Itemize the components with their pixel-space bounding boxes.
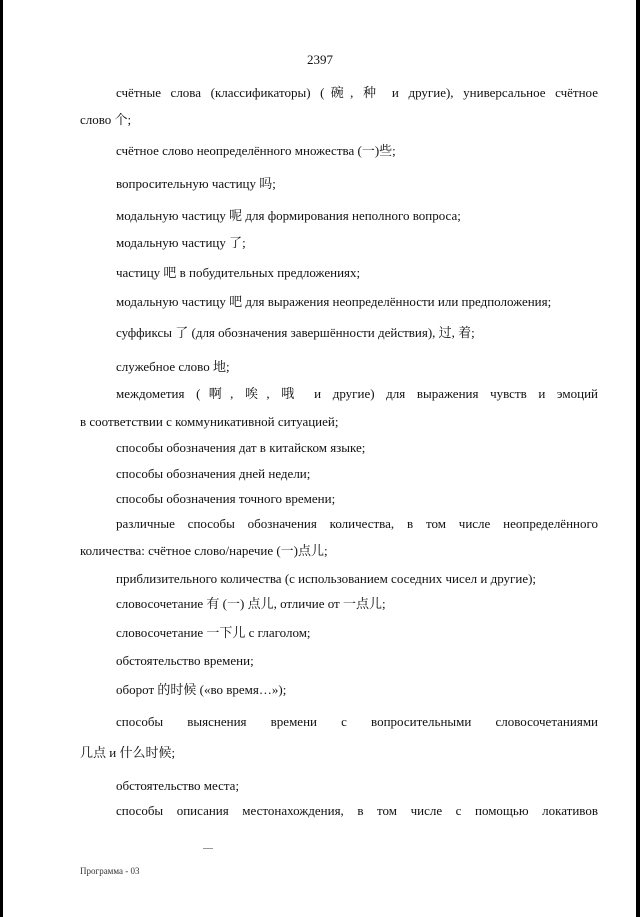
scan-mark	[203, 848, 213, 849]
page-footer: Программа - 03	[80, 866, 140, 876]
text-line: способы обозначения точного времени;	[116, 491, 336, 506]
text-line: 几点 и 什么时候;	[80, 745, 176, 760]
text-line: служебное слово 地;	[116, 359, 230, 374]
scan-edge-right	[636, 0, 640, 917]
text-line: обстоятельство времени;	[116, 653, 254, 668]
text-line: оборот 的时候 («во время…»);	[116, 682, 287, 697]
text-line: способы выяснения времени с вопросительными словосочетаниями	[116, 714, 598, 729]
text-line: частицу 吧 в побудительных предложениях;	[116, 265, 361, 280]
text-line: обстоятельство места;	[116, 778, 240, 793]
text-line: словосочетание 一下儿 с глаголом;	[116, 625, 311, 640]
text-line: междометия (啊, 唉, 哦 и другие) для выражения чувств и эмоций	[116, 386, 598, 401]
text-line: слово 个;	[80, 112, 132, 127]
text-line: суффиксы 了 (для обозначения завершённости действия), 过, 着;	[116, 325, 475, 340]
text-line: способы обозначения дней недели;	[116, 466, 311, 481]
text-line: в соответствии с коммуникативной ситуацией;	[80, 414, 339, 429]
text-line: количества: счётное слово/наречие (一)点儿;	[80, 543, 328, 558]
text-line: счётное слово неопределённого множества (一)些;	[116, 143, 396, 158]
text-line: вопросительную частицу 吗;	[116, 176, 276, 191]
text-line: счётные слова (классификаторы) (碗, 种 и другие), универсальное счётное	[116, 85, 598, 100]
scan-edge-left	[0, 0, 3, 917]
text-line: различные способы обозначения количества, в том числе неопределённого	[116, 516, 598, 531]
page-number: 2397	[307, 52, 333, 67]
text-line: приблизительного количества (с использованием соседних чисел и другие);	[116, 571, 537, 586]
text-line: модальную частицу 呢 для формирования неполного вопроса;	[116, 208, 461, 223]
text-line: словосочетание 有 (一) 点儿, отличие от 一点儿;	[116, 596, 386, 611]
text-line: способы обозначения дат в китайском языке;	[116, 440, 366, 455]
text-line: модальную частицу 吧 для выражения неопределённости или предположения;	[116, 294, 552, 309]
text-line: модальную частицу 了;	[116, 235, 246, 250]
text-line: способы описания местонахождения, в том числе с помощью локативов	[116, 803, 598, 818]
